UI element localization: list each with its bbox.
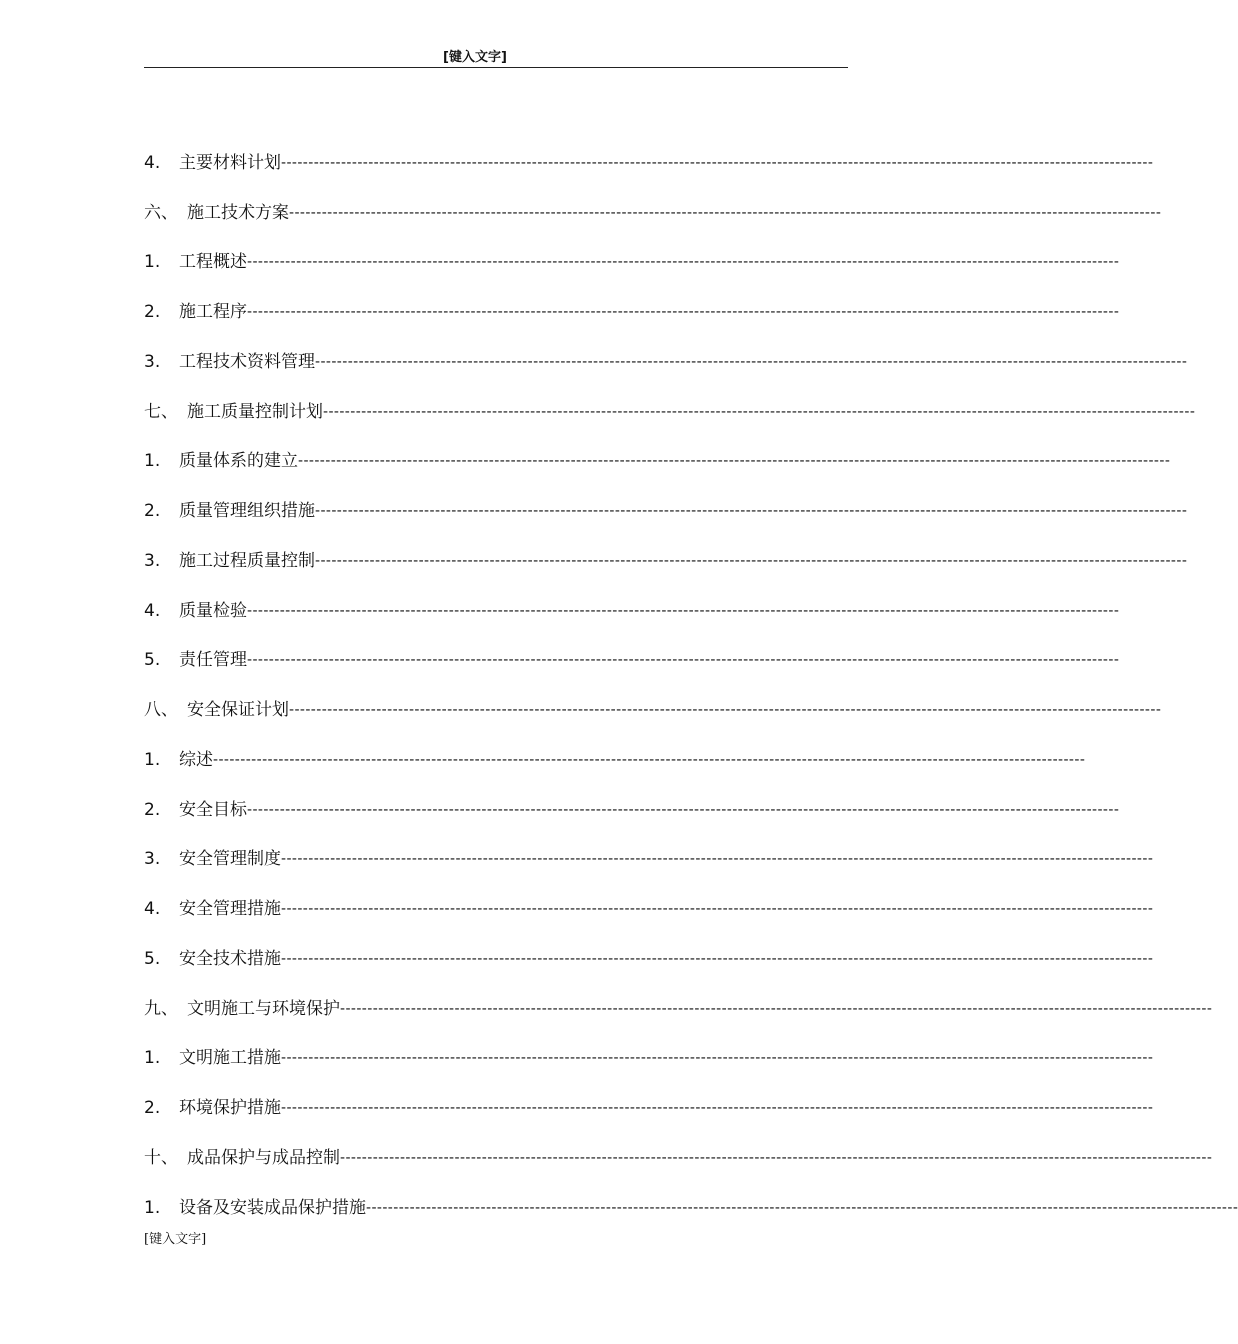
toc-leader: ---------------------------------------------------------------------------------------------------------------------------------------------------------------- [247,652,1120,669]
toc-leader: ---------------------------------------------------------------------------------------------------------------------------------------------------------------- [298,453,1171,470]
toc-entry-number: 1. [144,252,161,273]
toc-entry-title: 质量体系的建立 [179,451,298,472]
toc-leader: ---------------------------------------------------------------------------------------------------------------------------------------------------------------- [315,552,1188,569]
toc-entry[interactable] [144,884,1154,934]
toc-leader: ---------------------------------------------------------------------------------------------------------------------------------------------------------------- [281,851,1154,868]
toc-chapter-number: 十、 [144,1147,178,1168]
toc-entry[interactable] [144,735,1086,785]
toc-chapter-title: 施工质量控制计划 [187,401,323,422]
page-header: [键入文字] [443,50,507,65]
toc-chapter-entry[interactable] [144,984,1213,1034]
toc-leader: ---------------------------------------------------------------------------------------------------------------------------------------------------------------- [281,1100,1154,1117]
toc-entry-title: 安全目标 [179,799,247,820]
toc-chapter-title: 文明施工与环境保护 [187,998,340,1019]
toc-entry[interactable] [144,138,1154,188]
toc-chapter-entry[interactable] [144,685,1162,735]
toc-leader: ---------------------------------------------------------------------------------------------------------------------------------------------------------------- [289,204,1162,221]
toc-leader: ---------------------------------------------------------------------------------------------------------------------------------------------------------------- [247,801,1120,818]
toc-entry-title: 质量管理组织措施 [179,501,315,522]
toc-leader: ---------------------------------------------------------------------------------------------------------------------------------------------------------------- [281,950,1154,967]
toc-entry-number: 5. [144,650,161,671]
toc-entry[interactable] [144,785,1120,835]
toc-chapter-number: 九、 [144,998,178,1019]
toc-leader: ---------------------------------------------------------------------------------------------------------------------------------------------------------------- [340,1149,1213,1166]
toc-entry-title: 安全管理措施 [179,899,281,920]
toc-entry-number: 2. [144,1098,161,1119]
toc-leader: ---------------------------------------------------------------------------------------------------------------------------------------------------------------- [340,1000,1213,1017]
toc-entry-number: 1. [144,1048,161,1069]
toc-entry-title: 安全技术措施 [179,948,281,969]
toc-entry-title: 工程技术资料管理 [179,351,315,372]
toc-entry[interactable] [144,1034,1154,1084]
toc-entry-title: 主要材料计划 [179,152,281,173]
toc-entry-title: 文明施工措施 [179,1048,281,1069]
toc-chapter-title: 安全保证计划 [187,700,289,721]
toc-entry-number: 1. [144,451,161,472]
toc-entry-title: 工程概述 [179,252,247,273]
page-footer: [键入文字] [144,1232,207,1247]
toc-leader: ---------------------------------------------------------------------------------------------------------------------------------------------------------------- [289,702,1162,719]
toc-leader: ---------------------------------------------------------------------------------------------------------------------------------------------------------------- [315,353,1188,370]
toc-entry[interactable] [144,1183,1238,1233]
toc-entry-number: 1. [144,749,161,770]
toc-chapter-entry[interactable] [144,188,1162,238]
toc-leader: ---------------------------------------------------------------------------------------------------------------------------------------------------------------- [323,403,1196,420]
toc-entry-number: 4. [144,152,161,173]
toc-chapter-number: 八、 [144,700,178,721]
toc-entry-number: 4. [144,600,161,621]
toc-entry-number: 1. [144,1197,161,1218]
toc-leader: ---------------------------------------------------------------------------------------------------------------------------------------------------------------- [247,602,1120,619]
toc-entry[interactable] [144,337,1188,387]
toc-chapter-title: 成品保护与成品控制 [187,1147,340,1168]
toc-entry[interactable] [144,586,1120,636]
header-divider [144,67,848,68]
toc-entry[interactable] [144,486,1188,536]
toc-entry-number: 5. [144,948,161,969]
toc-chapter-entry[interactable] [144,1133,1213,1183]
toc-leader: ---------------------------------------------------------------------------------------------------------------------------------------------------------------- [247,254,1120,271]
toc-entry-title: 设备及安装成品保护措施 [179,1197,366,1218]
toc-entry-title: 环境保护措施 [179,1098,281,1119]
toc-chapter-title: 施工技术方案 [187,202,289,223]
toc-leader: ---------------------------------------------------------------------------------------------------------------------------------------------------------------- [366,1199,1238,1216]
toc-chapter-entry[interactable] [144,387,1196,437]
toc-chapter-number: 六、 [144,202,178,223]
toc-entry[interactable] [144,437,1171,487]
toc-leader: ---------------------------------------------------------------------------------------------------------------------------------------------------------------- [247,304,1120,321]
toc-entry-title: 责任管理 [179,650,247,671]
table-of-contents [144,138,1238,1233]
toc-entry[interactable] [144,536,1188,586]
toc-entry-number: 3. [144,550,161,571]
toc-leader: ---------------------------------------------------------------------------------------------------------------------------------------------------------------- [213,751,1086,768]
toc-entry-number: 2. [144,501,161,522]
toc-entry-title: 质量检验 [179,600,247,621]
toc-leader: ---------------------------------------------------------------------------------------------------------------------------------------------------------------- [315,503,1188,520]
toc-entry[interactable] [144,636,1120,686]
toc-entry-title: 施工程序 [179,302,247,323]
toc-chapter-number: 七、 [144,401,178,422]
toc-leader: ---------------------------------------------------------------------------------------------------------------------------------------------------------------- [281,1050,1154,1067]
toc-entry-number: 3. [144,849,161,870]
toc-entry-title: 综述 [179,749,213,770]
toc-entry[interactable] [144,287,1120,337]
toc-entry[interactable] [144,1083,1154,1133]
toc-entry-number: 2. [144,799,161,820]
toc-entry[interactable] [144,238,1120,288]
toc-entry-number: 4. [144,899,161,920]
toc-entry-title: 安全管理制度 [179,849,281,870]
toc-entry-number: 2. [144,302,161,323]
toc-entry[interactable] [144,835,1154,885]
toc-entry[interactable] [144,934,1154,984]
toc-leader: ---------------------------------------------------------------------------------------------------------------------------------------------------------------- [281,901,1154,918]
toc-leader: ---------------------------------------------------------------------------------------------------------------------------------------------------------------- [281,154,1154,171]
toc-entry-number: 3. [144,351,161,372]
toc-entry-title: 施工过程质量控制 [179,550,315,571]
